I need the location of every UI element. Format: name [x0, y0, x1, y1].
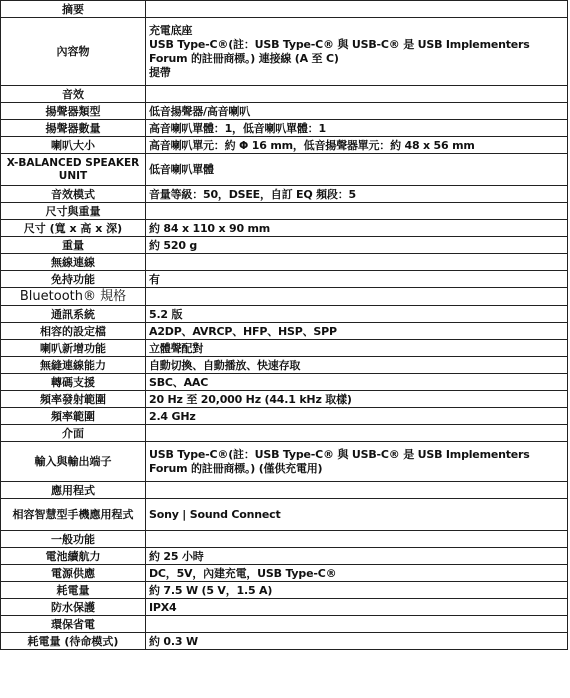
row-label: X-BALANCED SPEAKER UNIT [1, 154, 146, 186]
row-value [146, 442, 568, 482]
row-label: 通訊系統 [1, 306, 146, 323]
table-row [1, 499, 568, 531]
row-value [146, 1, 568, 18]
row-label: 耗電量 [1, 582, 146, 599]
table-row [1, 408, 568, 425]
row-value: 20 Hz 至 20,000 Hz (44.1 kHz 取樣) [146, 391, 568, 408]
row-value: A2DP、AVRCP、HFP、HSP、SPP [146, 323, 568, 340]
row-label: 耗電量 (待命模式) [1, 633, 146, 650]
row-label: 無縫連線能力 [1, 357, 146, 374]
row-label: 無線連線 [1, 254, 146, 271]
row-label: Bluetooth® 規格 [1, 288, 146, 306]
table-row [1, 203, 568, 220]
row-label: 環保省電 [1, 616, 146, 633]
table-row [1, 237, 568, 254]
row-label: 防水保護 [1, 599, 146, 616]
row-label: 相容的設定檔 [1, 323, 146, 340]
row-label: 揚聲器類型 [1, 103, 146, 120]
row-value: 約 25 小時 [146, 548, 568, 565]
table-row [1, 357, 568, 374]
table-row [1, 633, 568, 650]
row-value: 音量等級：50，DSEE，自訂 EQ 頻段：5 [146, 186, 568, 203]
contents-line-3: 提帶 [149, 65, 171, 79]
table-row [1, 154, 568, 186]
table-row [1, 599, 568, 616]
row-label: 電源供應 [1, 565, 146, 582]
row-label: 音效 [1, 86, 146, 103]
row-label: 尺寸 (寬 x 高 x 深) [1, 220, 146, 237]
row-value: 高音喇叭單元：約 Φ 16 mm，低音揚聲器單元：約 48 x 56 mm [146, 137, 568, 154]
row-value [146, 425, 568, 442]
table-row [1, 442, 568, 482]
table-row [1, 137, 568, 154]
row-value [146, 254, 568, 271]
row-value: SBC、AAC [146, 374, 568, 391]
row-label: 相容智慧型手機應用程式 [1, 499, 146, 531]
table-row [1, 220, 568, 237]
row-label: 揚聲器數量 [1, 120, 146, 137]
row-value [146, 288, 568, 306]
table-row [1, 86, 568, 103]
table-row [1, 103, 568, 120]
row-label: 頻率範圍 [1, 408, 146, 425]
row-value: Sony | Sound Connect [146, 499, 568, 531]
row-value [146, 616, 568, 633]
row-value [146, 18, 568, 86]
table-row [1, 120, 568, 137]
row-label: 音效模式 [1, 186, 146, 203]
row-value: 立體聲配對 [146, 340, 568, 357]
table-row [1, 565, 568, 582]
table-row [1, 482, 568, 499]
row-value: 低音喇叭單體 [146, 154, 568, 186]
table-row [1, 271, 568, 288]
row-value: 高音喇叭單體：1，低音喇叭單體：1 [146, 120, 568, 137]
row-value [146, 86, 568, 103]
row-label: 喇叭大小 [1, 137, 146, 154]
row-value: 有 [146, 271, 568, 288]
row-value: IPX4 [146, 599, 568, 616]
row-value [146, 482, 568, 499]
contents-line-1: 充電底座 [149, 23, 193, 37]
row-label: 摘要 [1, 1, 146, 18]
row-label: 轉碼支援 [1, 374, 146, 391]
table-row [1, 425, 568, 442]
row-value [146, 203, 568, 220]
table-row [1, 582, 568, 599]
row-value: 低音揚聲器/高音喇叭 [146, 103, 568, 120]
table-row [1, 616, 568, 633]
row-label: 免持功能 [1, 271, 146, 288]
row-label: 輸入與輸出端子 [1, 442, 146, 482]
table-row [1, 18, 568, 86]
table-row [1, 288, 568, 306]
row-value: 約 7.5 W (5 V，1.5 A) [146, 582, 568, 599]
row-value: 自動切換、自動播放、快速存取 [146, 357, 568, 374]
row-label: 電池續航力 [1, 548, 146, 565]
row-value [146, 531, 568, 548]
row-label: 尺寸與重量 [1, 203, 146, 220]
row-label: 喇叭新增功能 [1, 340, 146, 357]
io-ports-line-1: USB Type-C®(註：USB Type-C® 與 USB-C® 是 USB Implementers Forum 的註冊商標。) (僅供充電用) [149, 447, 530, 475]
row-value: 2.4 GHz [146, 408, 568, 425]
table-row [1, 340, 568, 357]
table-row [1, 548, 568, 565]
row-value: 約 0.3 W [146, 633, 568, 650]
table-row [1, 186, 568, 203]
table-row [1, 254, 568, 271]
row-label: 內容物 [1, 18, 146, 86]
row-value: 約 84 x 110 x 90 mm [146, 220, 568, 237]
row-label: 一般功能 [1, 531, 146, 548]
table-row [1, 1, 568, 18]
row-label: 重量 [1, 237, 146, 254]
row-label: 應用程式 [1, 482, 146, 499]
table-row [1, 323, 568, 340]
table-row [1, 374, 568, 391]
table-row [1, 531, 568, 548]
contents-line-2: USB Type-C®(註：USB Type-C® 與 USB-C® 是 USB Implementers Forum 的註冊商標。) 連接線 (A 至 C) [149, 37, 530, 65]
row-label: 介面 [1, 425, 146, 442]
row-value: DC，5V，內建充電，USB Type-C® [146, 565, 568, 582]
row-value: 5.2 版 [146, 306, 568, 323]
table-row [1, 306, 568, 323]
row-value: 約 520 g [146, 237, 568, 254]
row-label: 頻率發射範圍 [1, 391, 146, 408]
table-row [1, 391, 568, 408]
